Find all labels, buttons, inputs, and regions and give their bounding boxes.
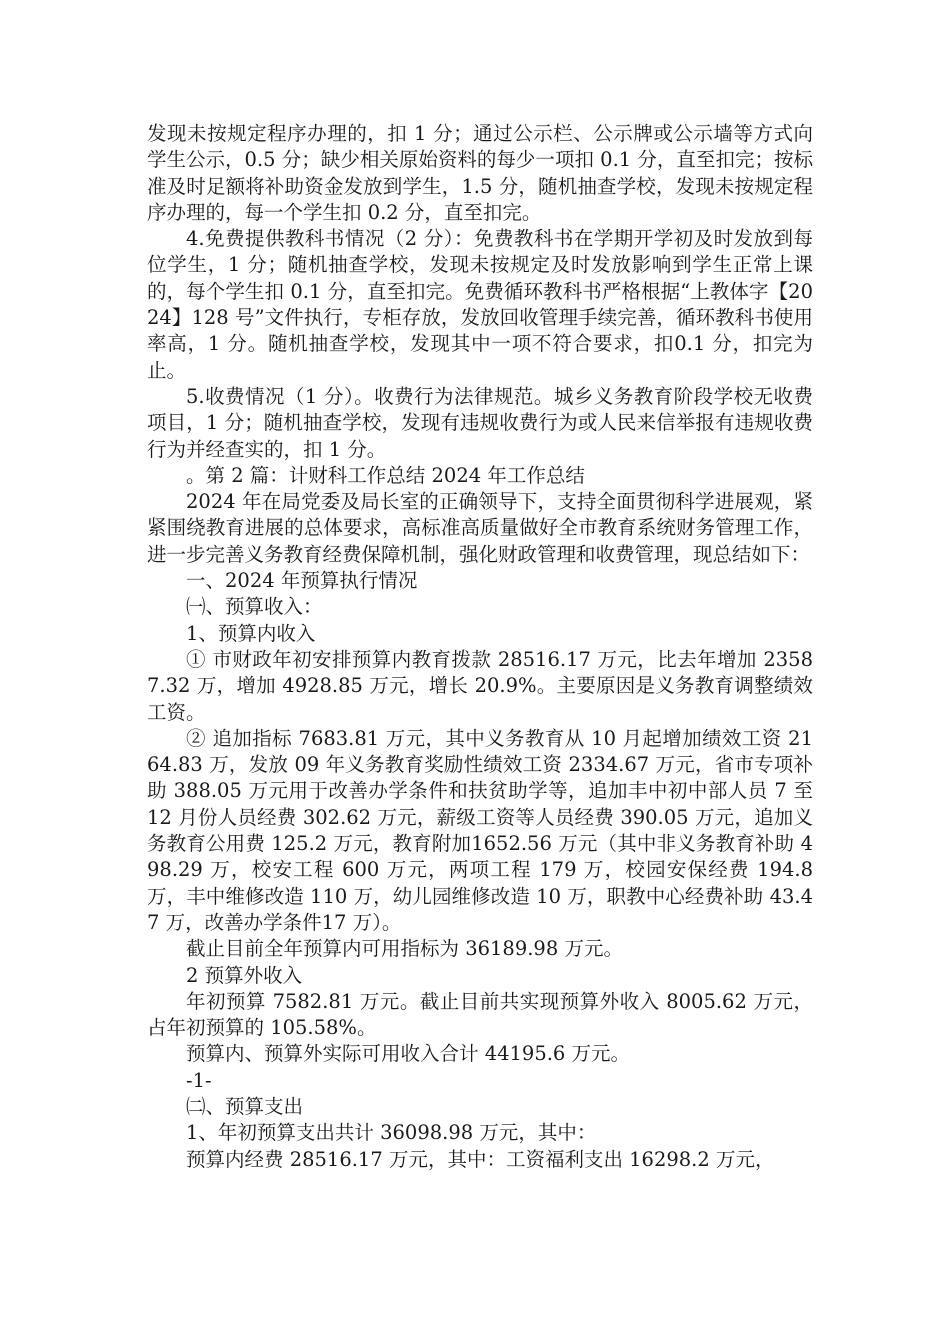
paragraph-additional-indicators: ② 追加指标 7683.81 万元，其中义务教育从 10 月起增加绩效工资 2164.83 万，发放 09 年义务教育奖励性绩效工资 2334.67 万元，省市专项补助 388.05 万元用于改善办学条件和扶贫助学等，追加丰中初中部人员 7 至 12 月份人员经费 302.62 万元，薪级工资等人员经费 390.05 万元，追加义务教育公用费 125.2 万元，教育附加1652.56 万元（其中非义务教育补助 498.29 万，校安工程 600 万元，两项工程 179 万，校园安保经费 194.8 万，丰中维修改造 110 万，幼儿园维修改造 10 万，职教中心经费补助 43.47 万，改善办学条件17 万）。 bbox=[147, 726, 813, 934]
document-page bbox=[147, 121, 813, 1173]
paragraph-city-allocation: ① 市财政年初安排预算内教育拨款 28516.17 万元，比去年增加 23587.32 万，增加 4928.85 万元，增长 20.9%。主要原因是义务教育调整绩效工资。 bbox=[147, 647, 813, 724]
heading-budget-execution: 一、2024 年预算执行情况 bbox=[186, 569, 418, 593]
paragraph-subsidy-rules: 发现未按规定程序办理的，扣 1 分；通过公示栏、公示牌或公示墙等方式向学生公示，0.5 分；缺少相关原始资料的每少一项扣 0.1 分，直至扣完；按标准及时足额将补助资金发放到学生，1.5 分，随机抽查学校，发现未按规定程序办理的，每一个学生扣 0.2 分，直至扣完。 bbox=[147, 122, 813, 224]
paragraph-in-budget-funds: 预算内经费 28516.17 万元，其中：工资福利支出 16298.2 万元， bbox=[186, 1147, 775, 1171]
heading-in-budget-income: 1、预算内收入 bbox=[186, 621, 316, 645]
page-number: -1- bbox=[186, 1068, 212, 1092]
paragraph-free-textbooks: 4.免费提供教科书情况（2 分）：免费教科书在学期开学初及时发放到每位学生，1 分；随机抽查学校，发现未按规定及时发放影响到学生正常上课的，每个学生扣 0.1 分，直至扣完。免费循环教科书严格根据“上教体字【2024】128 号”文件执行，专柜存放，发放回收管理手续完善，循环教科书使用率高，1 分。随机抽查学校，发现其中一项不符合要求，扣0.1 分，扣完为止。 bbox=[147, 227, 813, 382]
paragraph-extra-budget: 年初预算 7582.81 万元。截止目前共实现预算外收入 8005.62 万元，占年初预算的 105.58%。 bbox=[147, 989, 813, 1040]
section-title-part2: 。第 2 篇：计财科工作总结 2024 年工作总结 bbox=[186, 463, 585, 487]
heading-extra-budget-income: 2 预算外收入 bbox=[186, 963, 303, 987]
paragraph-fees: 5.收费情况（1 分）。收费行为法律规范。城乡义务教育阶段学校无收费项目，1 分；随机抽查学校，发现有违规收费行为或人民来信举报有违规收费行为并经查实的，扣 1 分。 bbox=[147, 384, 813, 461]
heading-budget-expenditure: ㈡、预算支出 bbox=[186, 1094, 304, 1118]
paragraph-available-indicators: 截止目前全年预算内可用指标为 36189.98 万元。 bbox=[186, 937, 623, 961]
paragraph-total-income: 预算内、预算外实际可用收入合计 44195.6 万元。 bbox=[186, 1042, 631, 1066]
paragraph-initial-expenditure: 1、年初预算支出共计 36098.98 万元，其中： bbox=[186, 1121, 597, 1145]
heading-budget-income: ㈠、预算收入： bbox=[186, 595, 323, 619]
paragraph-intro-2024: 2024 年在局党委及局长室的正确领导下，支持全面贯彻科学进展观，紧紧围绕教育进展的总体要求，高标准高质量做好全市教育系统财务管理工作，进一步完善义务教育经费保障机制，强化财政管理和收费管理，现总结如下： bbox=[147, 490, 813, 566]
